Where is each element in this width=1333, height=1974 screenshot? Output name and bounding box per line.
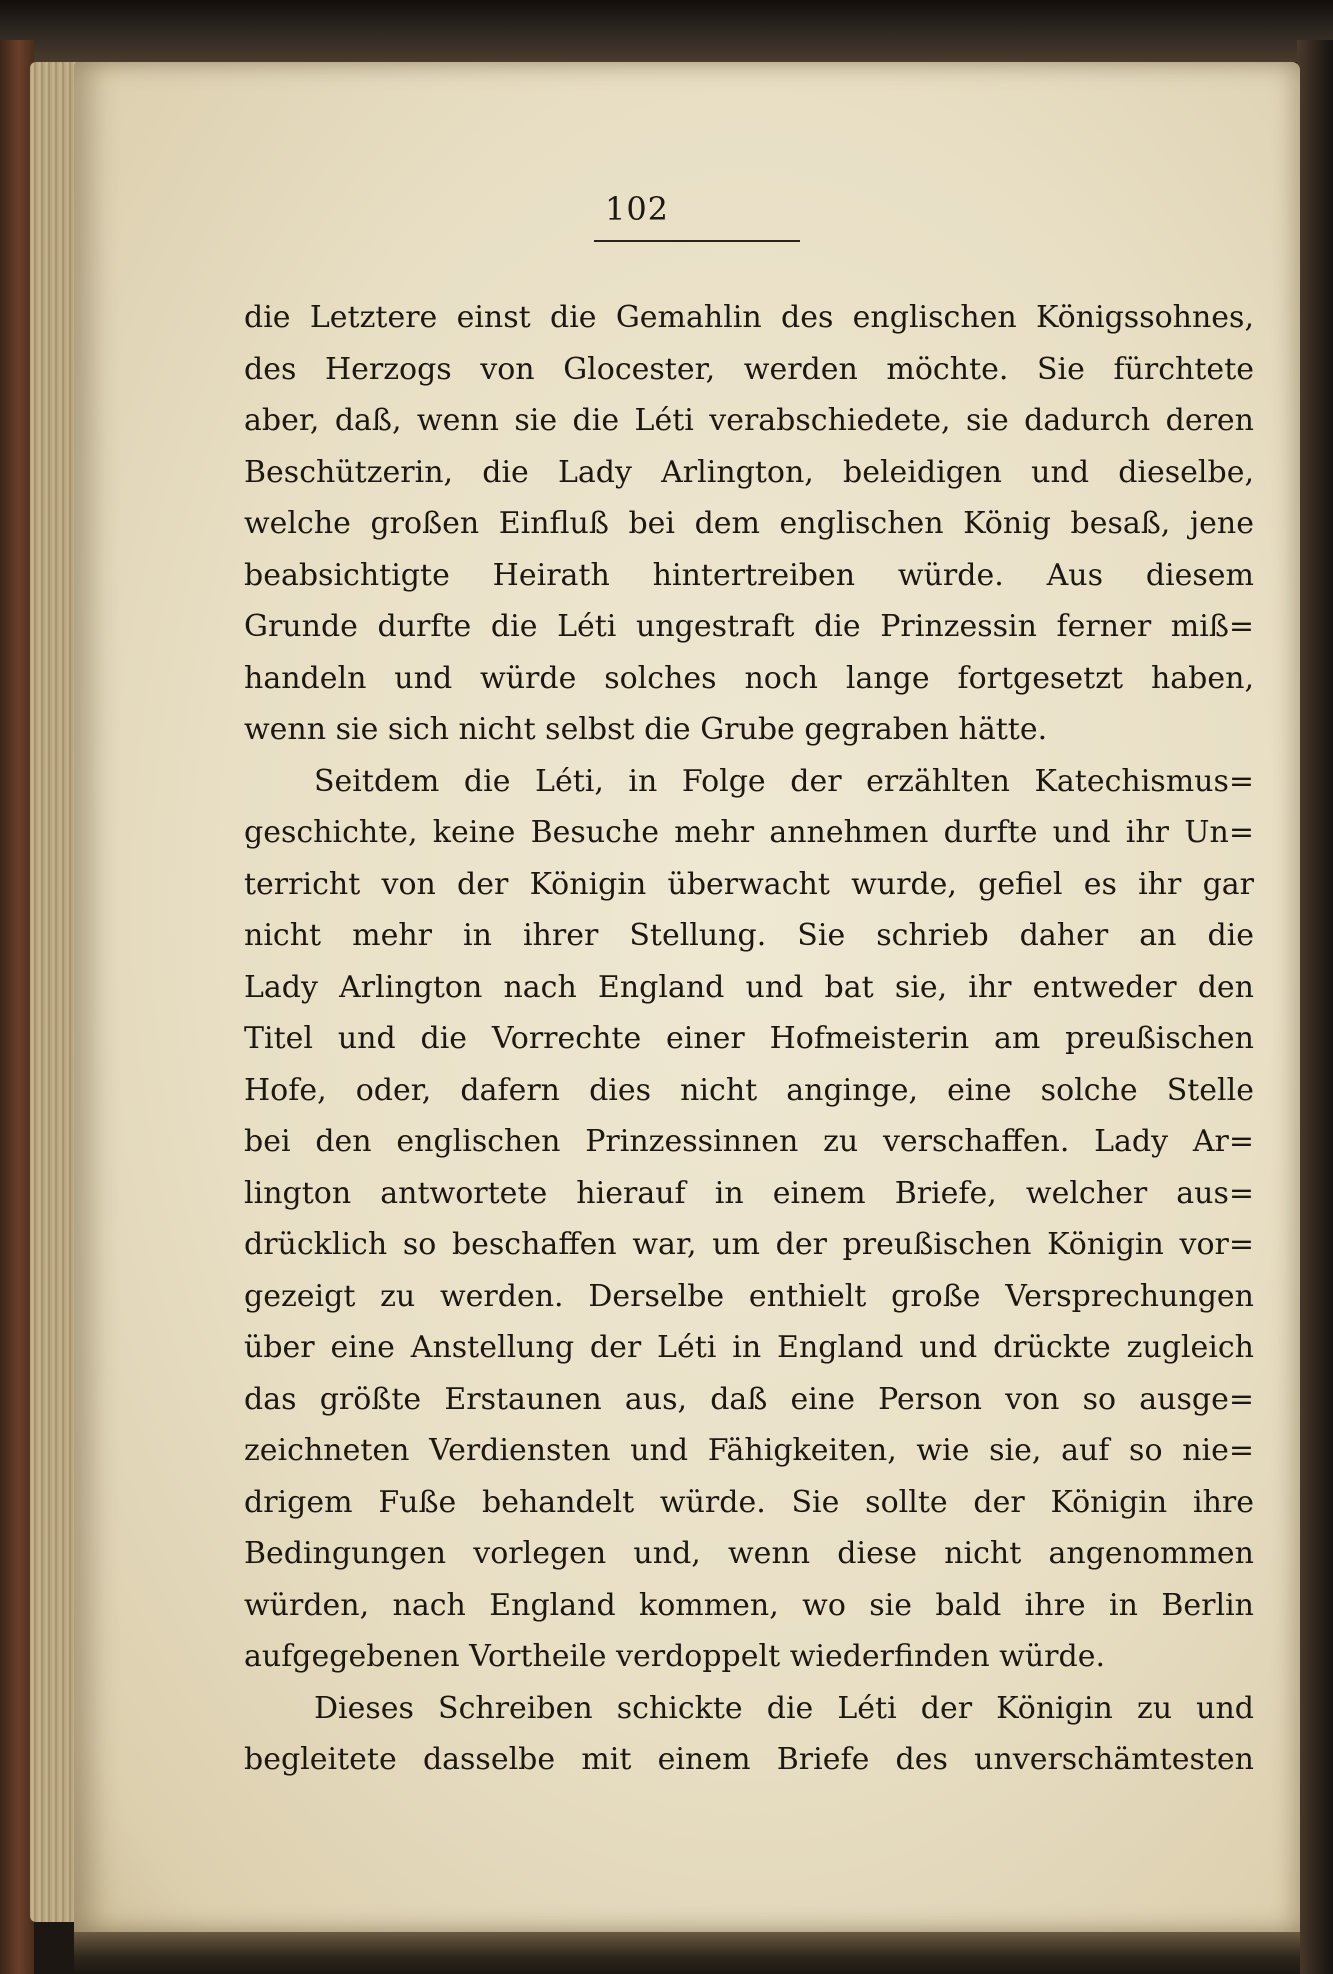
text-line: nicht mehr in ihrer Stellung. Sie schrieb daher an die bbox=[244, 918, 1254, 953]
text-line: terricht von der Königin überwacht wurde, gefiel es ihr gar bbox=[244, 866, 1254, 902]
book-cover-top-edge bbox=[0, 0, 1333, 62]
text-line: wenn sie sich nicht selbst die Grube gegraben hätte. bbox=[244, 712, 1048, 747]
text-line: das größte Erstaunen aus, daß eine Person von so ausge= bbox=[244, 1381, 1254, 1417]
text-line: Beschützerin, die Lady Arlington, beleidigen und dieselbe, bbox=[244, 454, 1254, 490]
text-line: Hofe, oder, dafern dies nicht anginge, eine solche Stelle bbox=[244, 1072, 1254, 1108]
page-bottom-shadow bbox=[74, 1932, 1300, 1974]
text-line: würden, nach England kommen, wo sie bald ihre in Berlin bbox=[244, 1587, 1254, 1623]
text-line: aber, daß, wenn sie die Léti verabschiedete, sie dadurch deren bbox=[244, 403, 1254, 438]
text-line: gezeigt zu werden. Derselbe enthielt große Versprechungen bbox=[244, 1278, 1254, 1314]
text-line: lington antwortete hierauf in einem Briefe, welcher aus= bbox=[244, 1175, 1254, 1211]
book-cover-left-edge bbox=[0, 40, 34, 1974]
text-line: des Herzogs von Glocester, werden möchte. Sie fürchtete bbox=[244, 351, 1254, 387]
text-line: welche großen Einfluß bei dem englischen König besaß, jene bbox=[244, 506, 1254, 541]
text-line: beabsichtigte Heirath hintertreiben würde. Aus diesem bbox=[244, 557, 1254, 593]
text-line: drigem Fuße behandelt würde. Sie sollte der Königin ihre bbox=[244, 1484, 1254, 1520]
book-page bbox=[74, 62, 1300, 1932]
page-body-text bbox=[244, 292, 1254, 1786]
text-line: über eine Anstellung der Léti in England und drückte zugleich bbox=[244, 1330, 1254, 1365]
text-line: Bedingungen vorlegen und, wenn diese nicht angenommen bbox=[244, 1536, 1254, 1571]
text-line: aufgegebenen Vortheile verdoppelt wiederfinden würde. bbox=[244, 1639, 1106, 1674]
text-line: die Letztere einst die Gemahlin des englischen Königssohnes, bbox=[244, 300, 1254, 335]
text-line: geschichte, keine Besuche mehr annehmen durfte und ihr Un= bbox=[244, 815, 1254, 850]
book-cover-right-edge bbox=[1297, 40, 1333, 1974]
text-line: Dieses Schreiben schickte die Léti der Königin zu und bbox=[314, 1690, 1254, 1726]
text-line: bei den englischen Prinzessinnen zu verschaffen. Lady Ar= bbox=[244, 1124, 1254, 1159]
header-rule bbox=[594, 240, 800, 242]
text-line: begleitete dasselbe mit einem Briefe des unverschämtesten bbox=[244, 1742, 1254, 1777]
page-number: 102 bbox=[604, 190, 670, 228]
text-line: Grunde durfte die Léti ungestraft die Prinzessin ferner miß= bbox=[244, 609, 1254, 644]
text-line: Seitdem die Léti, in Folge der erzählten Katechismus= bbox=[314, 763, 1254, 799]
text-line: Titel und die Vorrechte einer Hofmeisterin am preußischen bbox=[244, 1021, 1254, 1056]
text-line: zeichneten Verdiensten und Fähigkeiten, wie sie, auf so nie= bbox=[244, 1433, 1254, 1468]
text-line: Lady Arlington nach England und bat sie, ihr entweder den bbox=[244, 969, 1254, 1005]
text-line: drücklich so beschaffen war, um der preußischen Königin vor= bbox=[244, 1227, 1254, 1262]
text-line: handeln und würde solches noch lange fortgesetzt haben, bbox=[244, 660, 1254, 696]
